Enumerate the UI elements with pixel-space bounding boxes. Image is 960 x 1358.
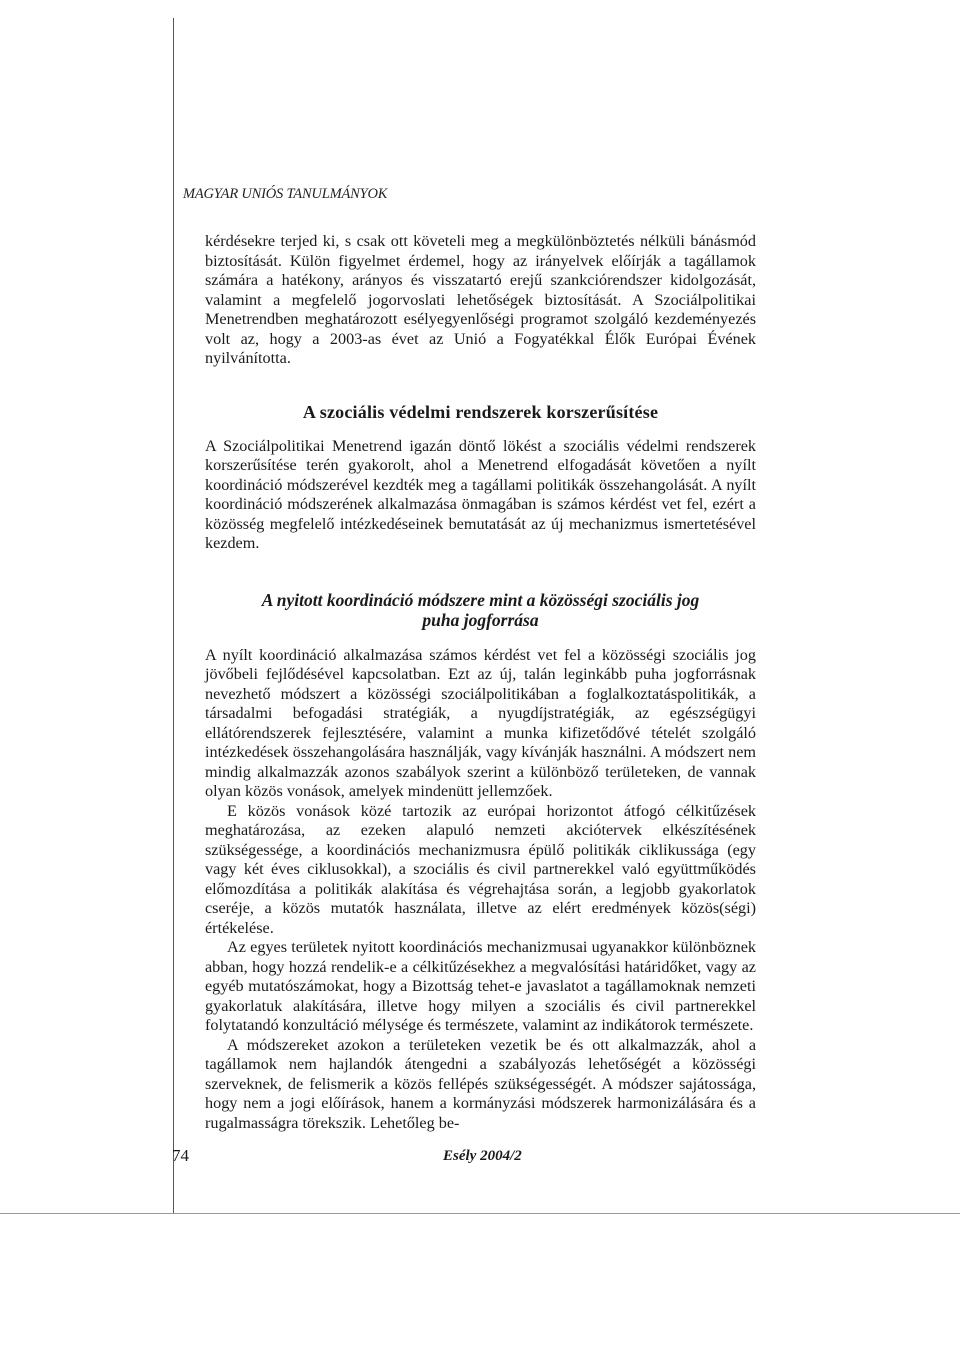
subsection-heading-line1: A nyitott koordináció módszere mint a közösségi szociális jog [261,589,700,610]
body-paragraph-3: Az egyes területek nyitott koordinációs mechanizmusai ugyanakkor különböznek abban, hogy hozzá rendelik-e a célkitűzésekhez a megvalósítási határidőket, vagy az egyéb mutatószámokat, hogy a Bizottság tehet-e javaslatot a tagállamoknak nemzeti gyakorlatuk alakítására, illetve hogy milyen a szociális és civil partnerekkel folytatandó konzultáció mélysége és természete, valamint az indikátorok természete. [205,938,756,1034]
page-number: 74 [172,1146,189,1165]
running-head: MAGYAR UNIÓS TANULMÁNYOK [183,186,388,202]
subsection-heading [205,590,756,630]
body-paragraph-2: E közös vonások közé tartozik az európai horizontot átfogó célkitűzések meghatározása, az ezeken alapuló nemzeti akciótervek elkészítésének szükségessége, a koordinációs mechanizmusra épülő politikák ciklikussága (egy vagy két éves ciklusokkal), a szociális és civil partnerekkel való együttműködés előmozdítása a politikák alakítása és végrehajtása során, a legjobb gyakorlatok cseréje, a közös mutatók használata, illetve az elért eredmények közös(ségi) értékelése. [205,801,756,937]
page-body [205,232,756,1133]
footer-rule [0,1213,960,1214]
subsection-heading-line2: puha jogforrása [422,609,539,630]
intro-paragraph: kérdésekre terjed ki, s csak ott követeli meg a megkülönböztetés nélküli bánásmód biztosítását. Külön figyelmet érdemel, hogy az irányelvek előírják a tagállamok számára a hatékony, arányos és visszatartó erejű szankciórendszer kidolgozását, valamint a megfelelő jogorvoslati lehetőségek biztosítását. A Szociálpolitikai Menetrendben meghatározott esélyegyenlőségi programot szolgáló kezdeményezés volt az, hogy a 2003-as évet az Unió a Fogyatékkal Élők Európai Évének nyilvánította. [205,232,756,367]
body-paragraph-1: A nyílt koordináció alkalmazása számos kérdést vet fel a közösségi szociális jog jövőbeli fejlődésével kapcsolatban. Ezt az új, talán leginkább puha jogforrásnak nevezhető módszert a közösségi szociálpolitikában a foglalkoztatáspolitikák, a társadalmi befogadási stratégiák, a nyugdíjstratégiák, az egészségügyi ellátórendszerek fejlesztésére, valamint a munka kifizetődővé tételét szolgáló intézkedések összehangolására használják, vagy kívánják használni. A módszert nem mindig alkalmazzák azonos szabályok szerint a különböző területeken, de vannak olyan közös vonások, amelyek mindenütt jellemzőek. [205,645,756,800]
margin-rule-vertical [173,18,174,1213]
section-paragraph: A Szociálpolitikai Menetrend igazán döntő lökést a szociális védelmi rendszerek korszerűsítése terén gyakorolt, ahol a Menetrend elfogadását követően a nyílt koordináció módszerével kezdték meg a tagállami politikák összehangolását. A nyílt koordináció módszerének alkalmazása önmagában is számos kérdést vet fel, ezért a közösség megfelelő intézkedéseinek bemutatását az új mechanizmus ismertetésével kezdem. [205,436,756,552]
body-paragraph-4: A módszereket azokon a területeken vezetik be és ott alkalmazzák, ahol a tagállamok nem hajlandók átengedni a szabályozás lehetőségét a közösségi szerveknek, de felismerik a közös fellépés szükségességét. A módszer sajátossága, hogy nem a jogi előírások, hanem a kormányzási módszerek harmonizálására és a rugalmasságra törekszik. Lehetőleg be- [205,1035,756,1132]
journal-issue: Esély 2004/2 [443,1148,522,1164]
section-heading: A szociális védelmi rendszerek korszerűsítése [302,401,659,422]
